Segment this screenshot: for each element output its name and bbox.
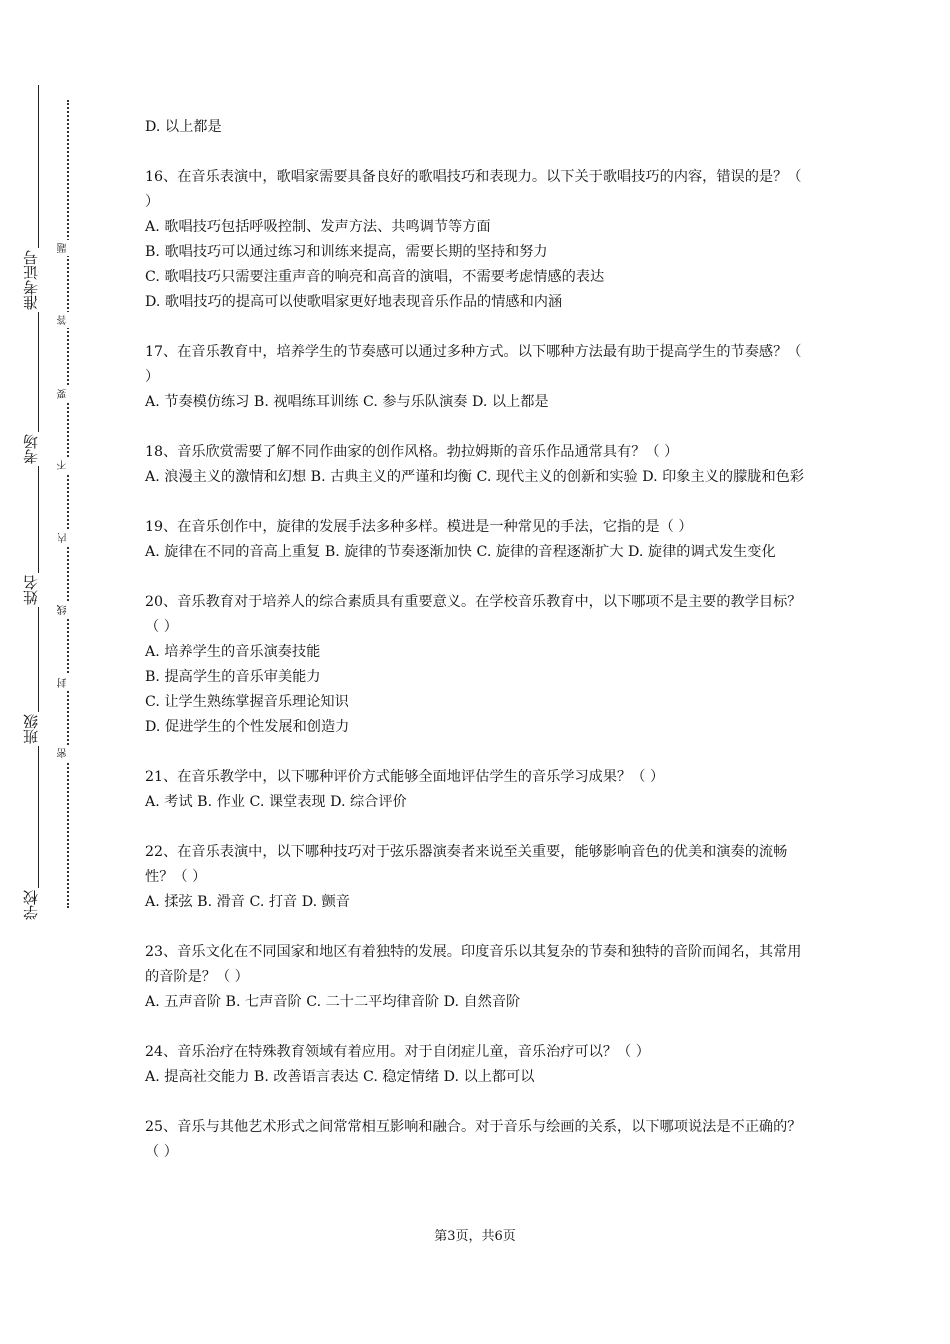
question-stem: 18、音乐欣赏需要了解不同作曲家的创作风格。勃拉姆斯的音乐作品通常具有？（ ）: [145, 444, 679, 460]
question-option: C. 歌唱技巧只需要注重声音的响亮和高音的演唱，不需要考虑情感的表达: [145, 269, 605, 285]
question-stem: 16、在音乐表演中，歌唱家需要具备良好的歌唱技巧和表现力。以下关于歌唱技巧的内容，错误的是？（ ）: [145, 169, 802, 210]
seal-char: 答: [59, 312, 77, 328]
seal-char: 题: [59, 240, 77, 256]
question-option: D. 歌唱技巧的提高可以使歌唱家更好地表现音乐作品的情感和内涵: [145, 294, 563, 310]
question-stem: 23、音乐文化在不同国家和地区有着独特的发展。印度音乐以其复杂的节奏和独特的音阶而闻名，其常用的音阶是？（ ）: [145, 944, 802, 985]
question-content: [145, 115, 810, 1165]
question-option: A. 浪漫主义的激情和幻想 B. 古典主义的严谨和均衡 C. 现代主义的创新和实验 D. 印象主义的朦胧和色彩: [145, 469, 805, 485]
question-option: A. 揉弦 B. 滑音 C. 打音 D. 颤音: [145, 894, 350, 910]
question-stem: 24、音乐治疗在特殊教育领域有着应用。对于自闭症儿童，音乐治疗可以？（ ）: [145, 1044, 650, 1060]
question-option: A. 旋律在不同的音高上重复 B. 旋律的节奏逐渐加快 C. 旋律的音程逐渐扩大 D. 旋律的调式发生变化: [145, 544, 776, 560]
field-school-label: 学校: [24, 888, 52, 922]
page-footer: 第3页，共6页: [434, 1229, 516, 1244]
question-option: A. 歌唱技巧包括呼吸控制、发声方法、共鸣调节等方面: [145, 219, 491, 235]
question-stem: 25、音乐与其他艺术形式之间常常相互影响和融合。对于音乐与绘画的关系，以下哪项说法是不正确的？（ ）: [145, 1119, 802, 1160]
question-option: A. 五声音阶 B. 七声音阶 C. 二十二平均律音阶 D. 自然音阶: [145, 994, 521, 1010]
question-stem: 20、音乐教育对于培养人的综合素质具有重要意义。在学校音乐教育中，以下哪项不是主要的教学目标？（ ）: [145, 594, 802, 635]
question-block: [145, 165, 810, 315]
seal-char: 要: [59, 386, 77, 402]
question-block: [145, 515, 810, 565]
question-option: C. 让学生熟练掌握音乐理论知识: [145, 694, 349, 710]
question-block: [145, 765, 810, 815]
question-option: B. 歌唱技巧可以通过练习和训练来提高，需要长期的坚持和努力: [145, 244, 548, 260]
question-list: [145, 165, 810, 1165]
question-block: [145, 1040, 810, 1090]
question-option: D. 促进学生的个性发展和创造力: [145, 719, 350, 735]
question-option: A. 节奏模仿练习 B. 视唱练耳训练 C. 参与乐队演奏 D. 以上都是: [145, 394, 549, 410]
binding-solid-line: [38, 85, 39, 910]
question-block: [145, 1115, 810, 1165]
seal-char: 密: [59, 745, 77, 761]
question-option: A. 提高社交能力 B. 改善语言表达 C. 稳定情绪 D. 以上都可以: [145, 1069, 535, 1085]
field-exam-room-label: 考场: [24, 432, 52, 466]
question-block: [145, 940, 810, 1015]
question-stem: 21、在音乐教学中，以下哪种评价方式能够全面地评估学生的音乐学习成果？（ ）: [145, 769, 665, 785]
question-option: A. 考试 B. 作业 C. 课堂表现 D. 综合评价: [145, 794, 407, 810]
question-block: [145, 340, 810, 415]
binding-dotted-line: [67, 100, 69, 908]
question-stem: 19、在音乐创作中，旋律的发展手法多种多样。模进是一种常见的手法，它指的是（ ）: [145, 519, 693, 535]
question-stem: 17、在音乐教育中，培养学生的节奏感可以通过多种方式。以下哪种方法最有助于提高学生的节奏感？（ ）: [145, 344, 802, 385]
seal-char: 封: [59, 675, 77, 691]
question-block: [145, 440, 810, 490]
binding-margin: [0, 0, 110, 1344]
question-stem: 22、在音乐表演中，以下哪种技巧对于弦乐器演奏者来说至关重要，能够影响音色的优美和演奏的流畅性？（ ）: [145, 844, 788, 885]
field-class-label: 班级: [24, 712, 52, 746]
question-option: B. 提高学生的音乐审美能力: [145, 669, 321, 685]
question-option: A. 培养学生的音乐演奏技能: [145, 644, 321, 660]
seal-char: 线: [59, 602, 77, 618]
seal-char: 内: [59, 530, 77, 546]
field-admission-number-label: 准考证号: [24, 248, 52, 312]
field-name-label: 姓名: [24, 573, 52, 607]
question-block: [145, 590, 810, 740]
question-block: [145, 840, 810, 915]
carryover-option: D. 以上都是: [145, 119, 222, 135]
seal-char: 不: [59, 457, 77, 473]
